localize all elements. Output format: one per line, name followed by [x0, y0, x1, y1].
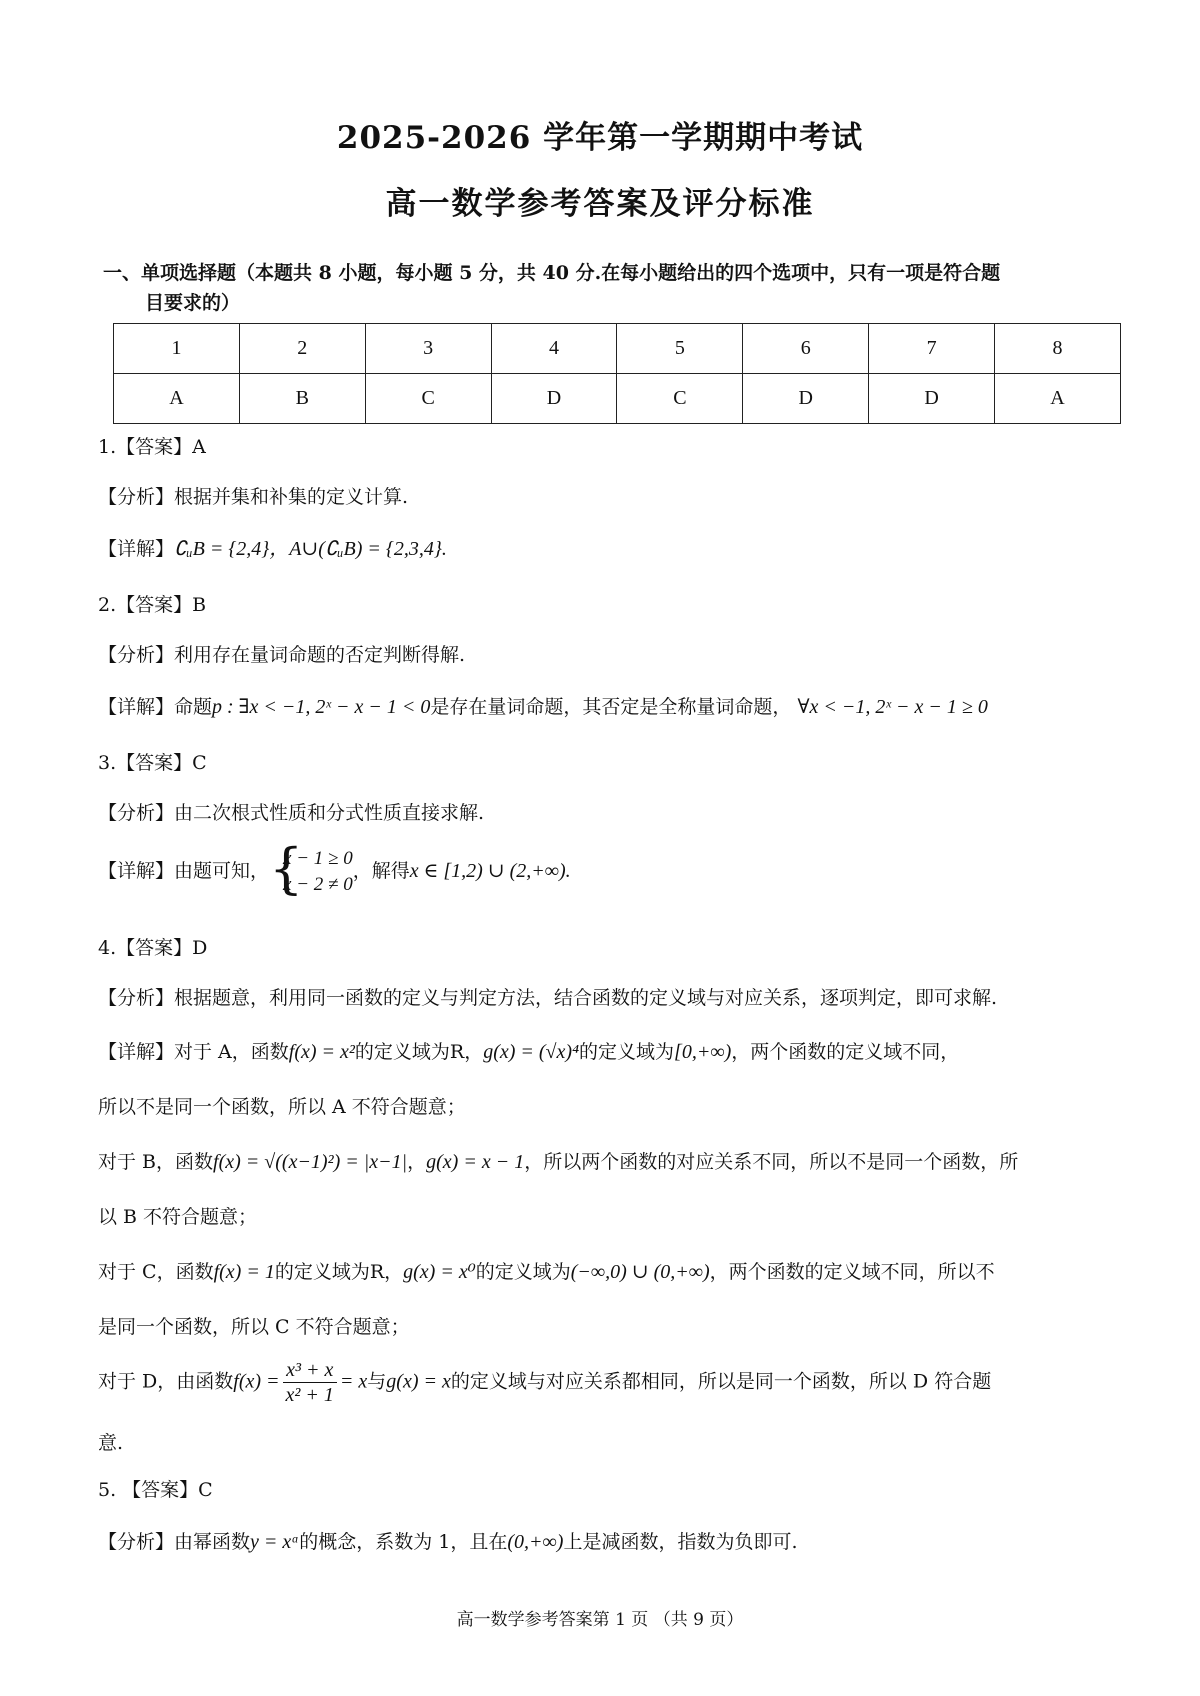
q4-detail-d: 对于 D，由函数f(x) = $\frac{\text{x³ + x}}{\text{x² + 1}}$ = x与g(x) = x的定义域与对应关系都相同，所以是同一个函数，所以 D 符合题 [98, 1359, 992, 1406]
answer-cell: D [491, 374, 617, 424]
q4-d-text: 的定义域与对应关系都相同，所以是同一个函数，所以 D 符合题 [450, 1370, 992, 1393]
q4-a-text: 的定义域为R， [354, 1041, 484, 1063]
fraction-numerator: x³ + x [283, 1358, 337, 1383]
q3-answer: 3.【答案】C [98, 752, 207, 774]
answer-table-answer-row [114, 374, 1121, 424]
q5-power-function: y = xᵅ [250, 1531, 300, 1553]
q4-c-text: 的定义域为 [475, 1261, 571, 1283]
q1-detail-label: 【详解】 [98, 538, 175, 560]
section-heading-line2: 目要求的） [145, 292, 241, 314]
q3-detail [98, 837, 571, 900]
q4-a-text: 的定义域为 [579, 1041, 675, 1063]
q5-interval: (0,+∞) [507, 1531, 564, 1553]
q2-detail-label: 【详解】命题 [98, 696, 213, 718]
q2-detail-math1: p : ∃x < −1, 2ˣ − x − 1 < 0 [212, 696, 431, 718]
question-number-cell: 7 [869, 324, 995, 374]
answer-cell: C [365, 374, 491, 424]
q1-analysis: 【分析】根据并集和补集的定义计算. [98, 486, 409, 508]
answer-cell: A [114, 374, 240, 424]
q4-c-f: f(x) = 1 [213, 1261, 275, 1283]
q4-d-text: 与 [367, 1370, 387, 1393]
q4-a-f: f(x) = x² [288, 1041, 355, 1063]
q4-a-domain: [0,+∞) [674, 1041, 732, 1063]
q5-answer: 5. 【答案】C [98, 1479, 213, 1501]
exam-title: 2025-2026 学年第一学期期中考试 [336, 120, 864, 156]
q4-detail-c-line2: 是同一个函数，所以 C 不符合题意； [98, 1316, 410, 1338]
answer-table [113, 323, 1121, 424]
question-number-cell: 3 [365, 324, 491, 374]
q4-a-text: ，两个函数的定义域不同， [731, 1041, 960, 1063]
q5-analysis-text: 【分析】由幂函数 [98, 1531, 251, 1553]
q4-c-text: ，两个函数的定义域不同，所以不 [709, 1261, 995, 1283]
question-number-cell: 6 [743, 324, 869, 374]
q4-detail-a-line2: 所以不是同一个函数，所以 A 不符合题意； [98, 1096, 466, 1118]
q5-analysis-text: 的概念，系数为 1，且在 [299, 1531, 508, 1553]
q4-b-text: ，所以两个函数的对应关系不同，所以不是同一个函数，所 [524, 1151, 1019, 1173]
q3-detail-math: x ∈ [1,2) ∪ (2,+∞). [409, 860, 571, 882]
answer-table-number-row [114, 324, 1121, 374]
q4-b-text: 对于 B，函数 [98, 1151, 214, 1173]
answer-cell: C [617, 374, 743, 424]
q4-b-g: g(x) = x − 1 [426, 1151, 525, 1173]
q4-detail-b-line2: 以 B 不符合题意； [98, 1206, 258, 1228]
q4-detail-d-line2: 意. [98, 1432, 124, 1454]
q2-answer: 2.【答案】B [98, 594, 207, 616]
q3-detail-label: 【详解】由题可知， [98, 860, 270, 882]
q2-detail-math2: ∀x < −1, 2ˣ − x − 1 ≥ 0 [797, 696, 988, 718]
section-heading [103, 258, 1133, 318]
q2-detail-text: 是存在量词命题，其否定是全称量词命题， [430, 696, 792, 718]
answer-cell: D [743, 374, 869, 424]
exam-subtitle: 高一数学参考答案及评分标准 [385, 186, 815, 222]
q1-detail [98, 532, 447, 561]
q4-detail-c [98, 1257, 995, 1284]
section-heading-line1: 一、单项选择题（本题共 8 小题，每小题 5 分，共 40 分.在每小题给出的四个选项中，只有一项是符合题 [103, 262, 1001, 284]
q4-d-fraction [283, 1358, 337, 1407]
q1-answer: 1.【答案】A [98, 436, 206, 458]
question-number-cell: 8 [995, 324, 1121, 374]
q4-c-domain: (−∞,0) ∪ (0,+∞) [570, 1261, 710, 1283]
q4-c-g: g(x) = x⁰ [403, 1261, 476, 1283]
q4-a-text: 【详解】对于 A，函数 [98, 1041, 289, 1063]
question-number-cell: 4 [491, 324, 617, 374]
page-footer: 高一数学参考答案第 1 页 （共 9 页） [456, 1610, 744, 1630]
q3-detail-text: ，解得 [352, 860, 410, 882]
q3-condition-1: x − 1 ≥ 0 [283, 848, 353, 869]
answer-cell: D [869, 374, 995, 424]
q4-d-text: 对于 D，由函数 [98, 1370, 234, 1393]
question-number-cell: 5 [617, 324, 743, 374]
q4-a-g: g(x) = (√x)⁴ [483, 1041, 580, 1063]
q4-detail-a [98, 1037, 959, 1064]
fraction-denominator: x² + 1 [285, 1384, 334, 1406]
q4-detail-b: 对于 B，函数f(x) = √((x−1)²) = |x−1|，g(x) = x − 1，所以两个函数的对应关系不同，所以不是同一个函数，所 [98, 1151, 1019, 1173]
q2-detail [98, 692, 988, 719]
q2-analysis: 【分析】利用存在量词命题的否定判断得解. [98, 644, 466, 666]
question-number-cell: 2 [239, 324, 365, 374]
q5-analysis-text: 上是减函数，指数为负即可. [563, 1531, 798, 1553]
left-brace-icon: { [269, 837, 304, 900]
q3-condition-system [269, 837, 353, 900]
q3-condition-2: x − 2 ≠ 0 [283, 874, 353, 895]
q4-c-text: 对于 C，函数 [98, 1261, 214, 1283]
q4-analysis: 【分析】根据题意，利用同一函数的定义与判定方法，结合函数的定义域与对应关系，逐项判定，即可求解. [98, 987, 998, 1009]
q4-c-text: 的定义域为R， [274, 1261, 404, 1283]
q5-analysis [98, 1527, 798, 1554]
answer-cell: B [239, 374, 365, 424]
q4-b-f: f(x) = √((x−1)²) = |x−1| [213, 1151, 408, 1173]
question-number-cell: 1 [114, 324, 240, 374]
q3-analysis: 【分析】由二次根式性质和分式性质直接求解. [98, 802, 485, 824]
q4-answer: 4.【答案】D [98, 937, 208, 959]
answer-cell: A [995, 374, 1121, 424]
q1-detail-math: ∁ᵤB = {2,4}，A∪(∁ᵤB) = {2,3,4}. [174, 538, 447, 560]
